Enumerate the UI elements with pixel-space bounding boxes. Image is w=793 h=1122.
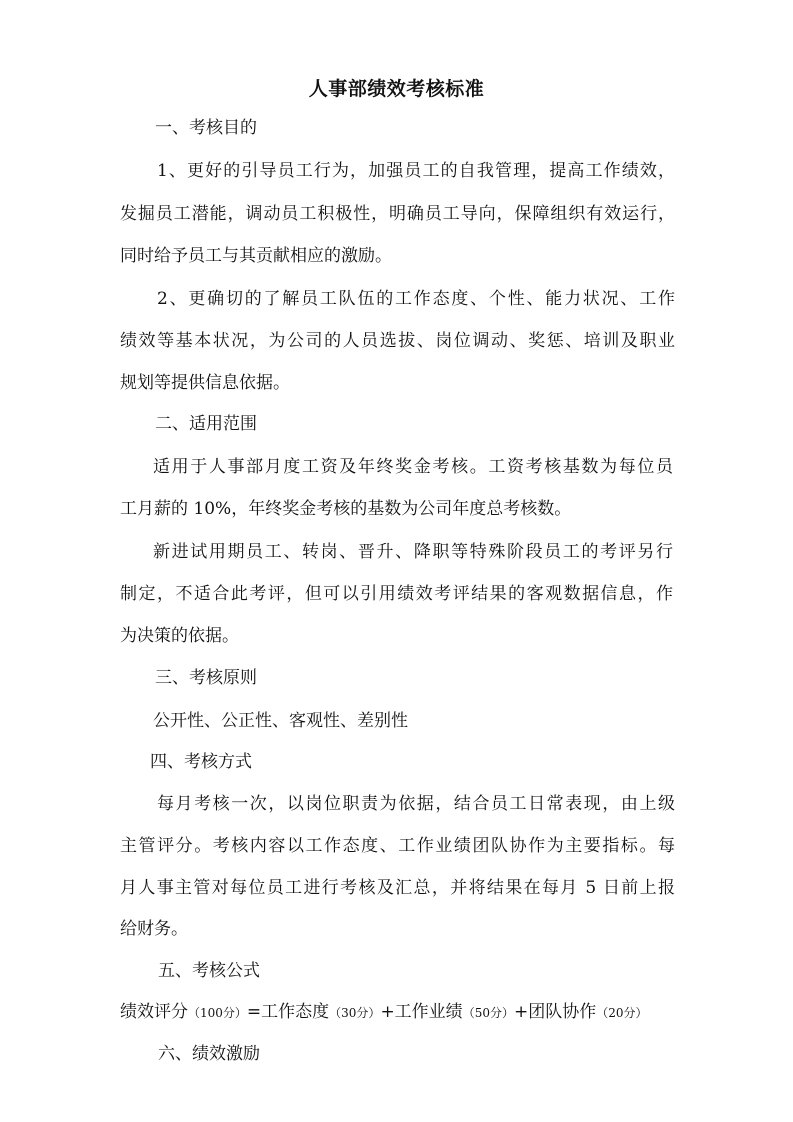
paragraph-line: 适用于人事部月度工资及年终奖金考核。工资考核基数为每位员 xyxy=(153,457,673,477)
paragraph-line: 新进试用期员工、转岗、晋升、降职等特殊阶段员工的考评另行 xyxy=(153,542,673,562)
page-title: 人事部绩效考核标准 xyxy=(308,78,485,100)
paragraph-line: 工月薪的 10%，年终奖金考核的基数为公司年度总考核数。 xyxy=(120,499,572,519)
paragraph-line: 同时给予员工与其贡献相应的激励。 xyxy=(120,246,392,266)
formula-performance: +工作业绩 xyxy=(380,1002,463,1022)
section-heading-principles: 三、考核原则 xyxy=(155,668,257,688)
paragraph-line: 每月考核一次，以岗位职责为依据，结合员工日常表现，由上级 xyxy=(157,794,675,814)
paragraph-line: 月人事主管对每位员工进行考核及汇总，并将结果在每月 5 日前上报 xyxy=(120,878,675,898)
paragraph-line: 制定，不适合此考评，但可以引用绩效考评结果的客观数据信息，作 xyxy=(120,584,673,604)
paragraph-line: 发掘员工潜能，调动员工积极性，明确员工导向，保障组织有效运行， xyxy=(120,204,675,224)
formula-attitude-points: （30分） xyxy=(329,1006,381,1020)
formula-line xyxy=(120,1000,648,1025)
paragraph-line: 公开性、公正性、客观性、差别性 xyxy=(153,711,408,731)
section-heading-incentive: 六、绩效激励 xyxy=(158,1044,260,1064)
section-heading-purpose: 一、考核目的 xyxy=(155,118,257,138)
formula-performance-points: （50分） xyxy=(462,1006,514,1020)
paragraph-line: 为决策的依据。 xyxy=(120,626,239,646)
paragraph-line: 给财务。 xyxy=(120,919,188,939)
paragraph-line: 2、更确切的了解员工队伍的工作态度、个性、能力状况、工作 xyxy=(157,289,675,309)
section-heading-formula: 五、考核公式 xyxy=(158,961,260,981)
section-heading-scope: 二、适用范围 xyxy=(155,414,257,434)
section-heading-method: 四、考核方式 xyxy=(150,752,252,772)
paragraph-line: 绩效等基本状况，为公司的人员选拔、岗位调动、奖惩、培训及职业 xyxy=(120,331,675,351)
paragraph-line: 主管评分。考核内容以工作态度、工作业绩团队协作为主要指标。每 xyxy=(120,836,675,856)
paragraph-line: 1、更好的引导员工行为，加强员工的自我管理，提高工作绩效， xyxy=(157,161,675,181)
paragraph-line: 规划等提供信息依据。 xyxy=(120,373,290,393)
formula-team: +团队协作 xyxy=(513,1002,597,1022)
formula-total-label: 绩效评分 xyxy=(120,1002,188,1022)
formula-total-points: （100分） xyxy=(188,1006,247,1020)
formula-team-points: （20分） xyxy=(596,1006,648,1020)
formula-attitude: =工作态度 xyxy=(246,1002,330,1022)
